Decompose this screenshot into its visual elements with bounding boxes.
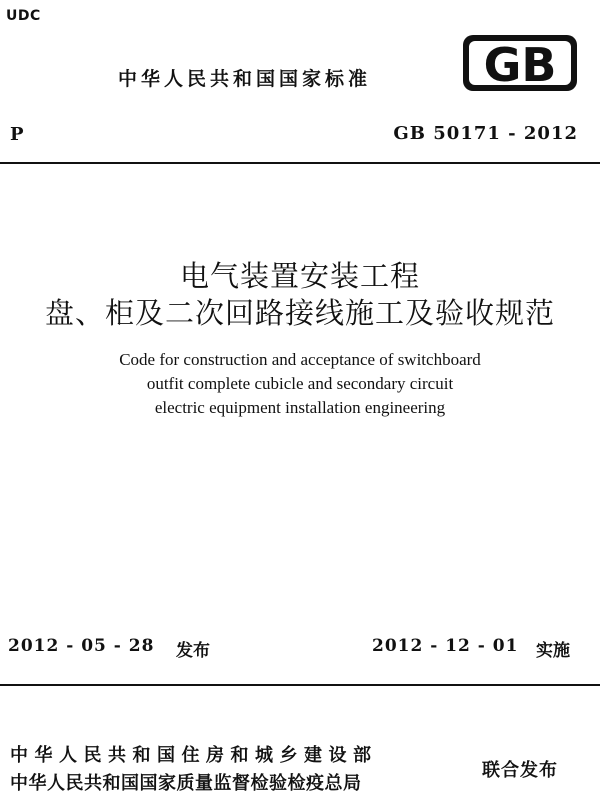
standard-number: GB 50171 - 2012 (393, 123, 578, 144)
title-zh-line1: 电气装置安装工程 (179, 259, 420, 293)
title-en-line2: outfit complete cubicle and secondary circuit (146, 374, 454, 393)
publisher-line1: 中华人民共和国住房和城乡建设部 (10, 745, 378, 766)
standard-type: 中华人民共和国国家标准 (118, 68, 372, 90)
title-en-line1: Code for construction and acceptance of switchboard (119, 350, 481, 369)
gb-logo (462, 34, 578, 92)
issue-label: 发布 (176, 641, 210, 661)
issue-date: 2012 - 05 - 28 (8, 636, 155, 656)
publisher-line2: 中华人民共和国国家质量监督检验检疫总局 (10, 773, 362, 794)
bottom-divider (0, 684, 600, 686)
joint-issue-label: 联合发布 (482, 760, 558, 781)
top-divider (0, 162, 600, 164)
gb-logo-text: GB (483, 38, 557, 92)
implement-label: 实施 (536, 641, 570, 661)
title-zh-line2: 盘、柜及二次回路接线施工及验收规范 (44, 296, 555, 330)
classification-code: P (10, 124, 24, 145)
udc-label: UDC (6, 8, 41, 24)
implement-date: 2012 - 12 - 01 (372, 636, 519, 656)
title-en-line3: electric equipment installation engineering (154, 398, 446, 417)
